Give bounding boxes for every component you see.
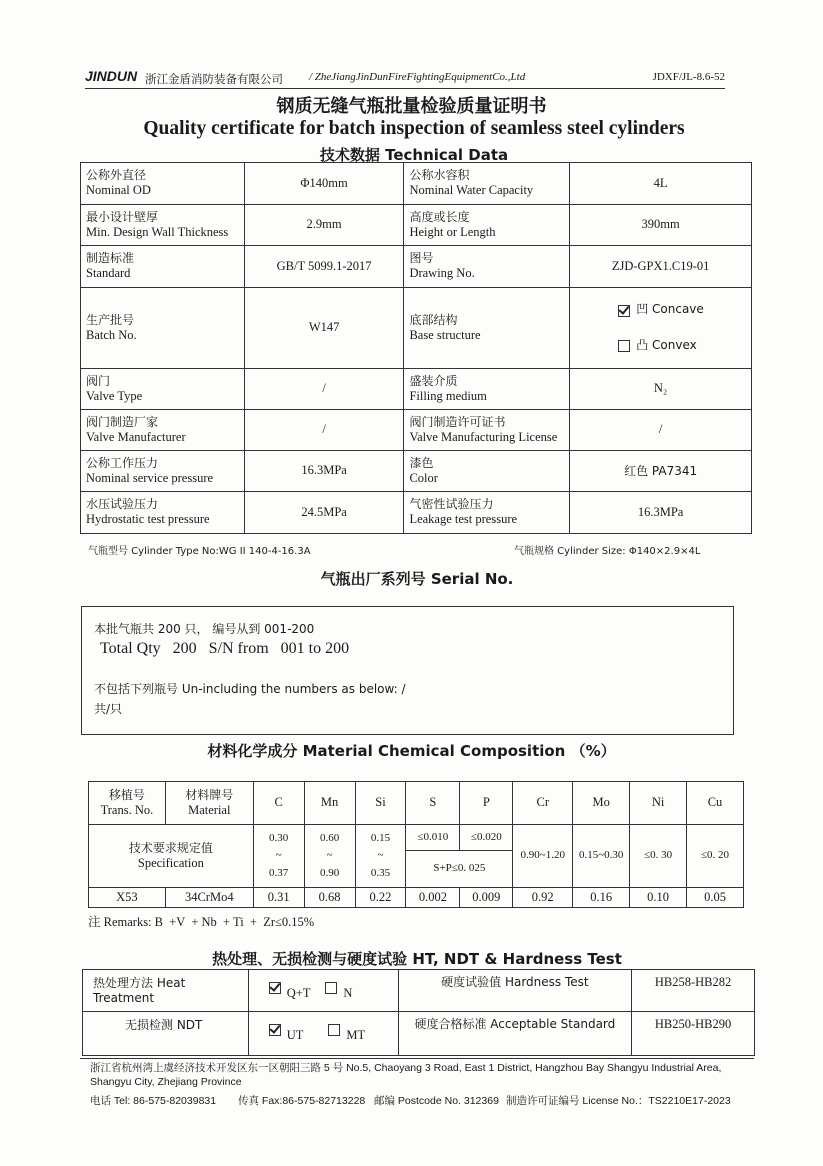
ni-value: 0.10: [630, 888, 687, 908]
value-cell: 16.3MPa: [570, 492, 752, 534]
serial-box: [81, 606, 734, 735]
label-cell: [404, 246, 570, 288]
table-row: [81, 369, 752, 410]
value-cell: /: [244, 369, 404, 410]
company-name-en: / ZheJiangJinDunFireFightingEquipmentCo.,Ltd: [309, 71, 526, 83]
ndt-label: 无损检测 NDT: [83, 1012, 249, 1056]
title-cn: 钢质无缝气瓶批量检验质量证明书: [276, 96, 547, 117]
serial-heading: 气瓶出厂系列号 Serial No.: [320, 570, 514, 588]
title-en: Quality certificate for batch inspection of seamless steel cylinders: [143, 118, 685, 139]
mt-checkbox[interactable]: [328, 1024, 340, 1036]
element-header: Mn: [304, 782, 355, 825]
spec-mn: [304, 825, 355, 888]
cylinder-type: 气瓶型号 Cylinder Type No:WG II 140-4-16.3A: [88, 546, 311, 557]
table-row: [81, 163, 752, 205]
company-logo: JINDUN: [85, 68, 138, 84]
s-value: 0.002: [406, 888, 460, 908]
excluded-count: 共/只: [94, 702, 123, 716]
spec-p: ≤0.020: [460, 825, 513, 851]
table-row: [81, 246, 752, 288]
ht-ndt-table: [82, 969, 755, 1056]
concave-label: 凹 Concave: [636, 302, 704, 317]
n-label: N: [343, 986, 353, 1000]
label-en: Min. Design Wall Thickness: [86, 224, 229, 239]
spec-c-min: 0.30: [269, 832, 289, 845]
cr-value: 0.92: [513, 888, 573, 908]
spec-c-max: 0.37: [269, 866, 289, 879]
label-en: Hydrostatic test pressure: [86, 512, 210, 527]
serial-line-en: Total Qty 200 S/N from 001 to 200: [100, 640, 350, 657]
table-row: [89, 825, 744, 851]
label-cell: [81, 369, 245, 410]
value-cell: 2.9mm: [244, 205, 404, 246]
trans-no-value: X53: [89, 888, 166, 908]
value-cell: 390mm: [570, 205, 752, 246]
spec-c-tilde: ~: [275, 849, 282, 862]
technical-data-table: [80, 162, 752, 534]
header-cn: 材料牌号: [185, 787, 234, 802]
label-cn: 阀门制造许可证书: [409, 414, 506, 429]
concave-checkbox[interactable]: [618, 305, 630, 317]
label-cn: 生产批号: [86, 312, 135, 327]
label-en: Base structure: [409, 327, 481, 342]
value-cell: GB/T 5099.1-2017: [244, 246, 404, 288]
label-en: Nominal OD: [86, 183, 151, 198]
label-cn: 水压试验压力: [86, 497, 159, 512]
spec-s: ≤0.010: [406, 825, 460, 851]
table-row: [83, 970, 755, 1012]
table-row: [81, 410, 752, 451]
spec-si-min: 0.15: [370, 832, 391, 845]
header-en: Trans. No.: [100, 802, 154, 817]
spec-cu: ≤0. 20: [687, 825, 744, 888]
table-row: [81, 288, 752, 369]
chem-heading: 材料化学成分 Material Chemical Composition （%）: [207, 742, 616, 760]
header-en: Material: [188, 802, 231, 817]
value-cell: N₂: [570, 369, 752, 410]
table-row: [89, 888, 744, 908]
convex-checkbox[interactable]: [618, 340, 630, 352]
p-value: 0.009: [460, 888, 513, 908]
qt-checkbox[interactable]: [269, 982, 281, 994]
base-structure-options: [570, 288, 752, 369]
value-cell: W147: [244, 288, 404, 369]
spec-mn-min: 0.60: [319, 832, 340, 845]
ht-heading: 热处理、无损检测与硬度试验 HT, NDT & Hardness Test: [212, 950, 622, 968]
label-cn: 制造标准: [86, 251, 135, 266]
hardness-test-value: HB258-HB282: [632, 970, 755, 1012]
material-value: 34CrMo4: [165, 888, 253, 908]
element-header: P: [460, 782, 513, 825]
spec-ni: ≤0. 30: [630, 825, 687, 888]
header-cell: [89, 782, 166, 825]
label-cell: [404, 205, 570, 246]
label-cell: [404, 163, 570, 205]
footer-fax: 传真 Fax:86-575-82713228: [238, 1095, 366, 1107]
company-name-cn: 浙江金盾消防装备有限公司: [145, 72, 283, 86]
spec-cn: 技术要求规定值: [128, 840, 213, 855]
si-value: 0.22: [355, 888, 406, 908]
label-cn: 高度或长度: [409, 209, 470, 224]
label-cell: [81, 246, 245, 288]
table-row: [81, 451, 752, 492]
chemical-composition-table: [88, 781, 744, 908]
heat-treatment-label: 热处理方法 Heat Treatment: [83, 970, 249, 1012]
element-header: Cr: [513, 782, 573, 825]
label-cn: 盛装介质: [409, 373, 458, 388]
label-cell: [81, 410, 245, 451]
label-cn: 底部结构: [409, 312, 458, 327]
header-cn: 移植号: [108, 787, 145, 802]
ndt-options: [248, 1012, 398, 1056]
remarks: 注 Remarks: B +V + Nb + Ti + Zr≤0.15%: [88, 915, 315, 929]
element-header: S: [406, 782, 460, 825]
element-header: Mo: [573, 782, 630, 825]
footer-rule: [80, 1058, 754, 1059]
label-cell: [404, 492, 570, 534]
mt-label: MT: [346, 1028, 366, 1042]
label-cn: 气密性试验压力: [409, 497, 494, 512]
mn-value: 0.68: [304, 888, 355, 908]
cylinder-size: 气瓶规格 Cylinder Size: Φ140×2.9×4L: [514, 546, 701, 557]
hardness-test-label: 硬度试验值 Hardness Test: [398, 970, 632, 1012]
value-cell: 16.3MPa: [244, 451, 404, 492]
label-en: Nominal Water Capacity: [409, 183, 534, 198]
c-value: 0.31: [253, 888, 304, 908]
value-cell: Φ140mm: [244, 163, 404, 205]
spec-mn-tilde: ~: [326, 849, 333, 862]
label-en: Filling medium: [409, 388, 487, 403]
header-cell: [165, 782, 253, 825]
label-cn: 公称水容积: [409, 168, 470, 183]
spec-si-tilde: ~: [377, 849, 384, 862]
value-cell: /: [244, 410, 404, 451]
footer-postcode: 邮编 Postcode No. 312369: [374, 1095, 499, 1107]
element-header: Ni: [630, 782, 687, 825]
label-en: Standard: [86, 266, 131, 281]
spec-mn-max: 0.90: [319, 866, 340, 879]
ut-label: UT: [286, 1028, 304, 1042]
label-cell: [81, 163, 245, 205]
label-cn: 最小设计壁厚: [86, 209, 159, 224]
label-cell: [404, 451, 570, 492]
value-cell: 24.5MPa: [244, 492, 404, 534]
label-cell: [81, 451, 245, 492]
table-row: [83, 1012, 755, 1056]
header-bar: [85, 68, 725, 89]
value-cell: 4L: [570, 163, 752, 205]
mo-value: 0.16: [573, 888, 630, 908]
value-cell: 红色 PA7341: [570, 451, 752, 492]
spec-en: Specification: [137, 855, 204, 870]
spec-si: [355, 825, 406, 888]
label-en: Valve Manufacturer: [86, 429, 186, 444]
spec-c: [253, 825, 304, 888]
label-cn: 漆色: [409, 455, 434, 470]
label-en: Valve Manufacturing License: [409, 429, 558, 444]
label-cn: 图号: [409, 251, 434, 266]
value-cell: ZJD-GPX1.C19-01: [570, 246, 752, 288]
value-cell: /: [570, 410, 752, 451]
footer-address: 浙江省杭州湾上虞经济技术开发区东一区朝阳三路 5 号 No.5, Chaoyang 3 Road, East 1 District, Hangzhou Bay Shangyu Industrial Area, Shangyu City, Zhejiang Province: [90, 1062, 722, 1088]
ut-checkbox[interactable]: [269, 1024, 281, 1036]
label-cell: [81, 205, 245, 246]
label-cn: 公称外直径: [86, 168, 147, 183]
footer-tel: 电话 Tel: 86-575-82039831: [90, 1095, 217, 1107]
n-checkbox[interactable]: [325, 982, 337, 994]
acceptable-standard-value: HB250-HB290: [632, 1012, 755, 1056]
spec-s-plus-p: S+P≤0. 025: [406, 851, 513, 888]
tech-heading: 技术数据 Technical Data: [319, 146, 509, 164]
footer-license: 制造许可证编号 License No.：TS2210E17-2023: [506, 1095, 731, 1107]
spec-label-cell: [89, 825, 254, 888]
label-cell: [81, 288, 245, 369]
spec-mo: 0.15~0.30: [573, 825, 630, 888]
label-cell: [404, 410, 570, 451]
label-cell: [404, 288, 570, 369]
label-en: Height or Length: [409, 224, 496, 239]
element-header: Cu: [687, 782, 744, 825]
label-en: Valve Type: [86, 388, 143, 403]
label-en: Drawing No.: [409, 266, 475, 281]
label-en: Batch No.: [86, 327, 137, 342]
spec-si-max: 0.35: [370, 866, 391, 879]
excluded-numbers: 不包括下列瓶号 Un-including the numbers as below: /: [94, 682, 406, 696]
table-row: [89, 782, 744, 825]
acceptable-standard-label: 硬度合格标准 Acceptable Standard: [398, 1012, 632, 1056]
label-cn: 阀门: [86, 373, 111, 388]
label-en: Leakage test pressure: [409, 512, 518, 527]
serial-line-cn: 本批气瓶共 200 只， 编号从到 001-200: [94, 622, 315, 636]
label-cn: 公称工作压力: [86, 455, 159, 470]
table-row: [81, 492, 752, 534]
heat-treatment-options: [248, 970, 398, 1012]
qt-label: Q+T: [286, 986, 311, 1000]
label-cell: [404, 369, 570, 410]
doc-code: JDXF/JL-8.6-52: [652, 71, 725, 83]
label-en: Nominal service pressure: [86, 470, 214, 485]
cu-value: 0.05: [687, 888, 744, 908]
convex-label: 凸 Convex: [636, 338, 697, 352]
label-en: Color: [409, 470, 438, 485]
label-cell: [81, 492, 245, 534]
element-header: Si: [355, 782, 406, 825]
spec-cr: 0.90~1.20: [513, 825, 573, 888]
label-cn: 阀门制造厂家: [86, 414, 159, 429]
element-header: C: [253, 782, 304, 825]
table-row: [81, 205, 752, 246]
